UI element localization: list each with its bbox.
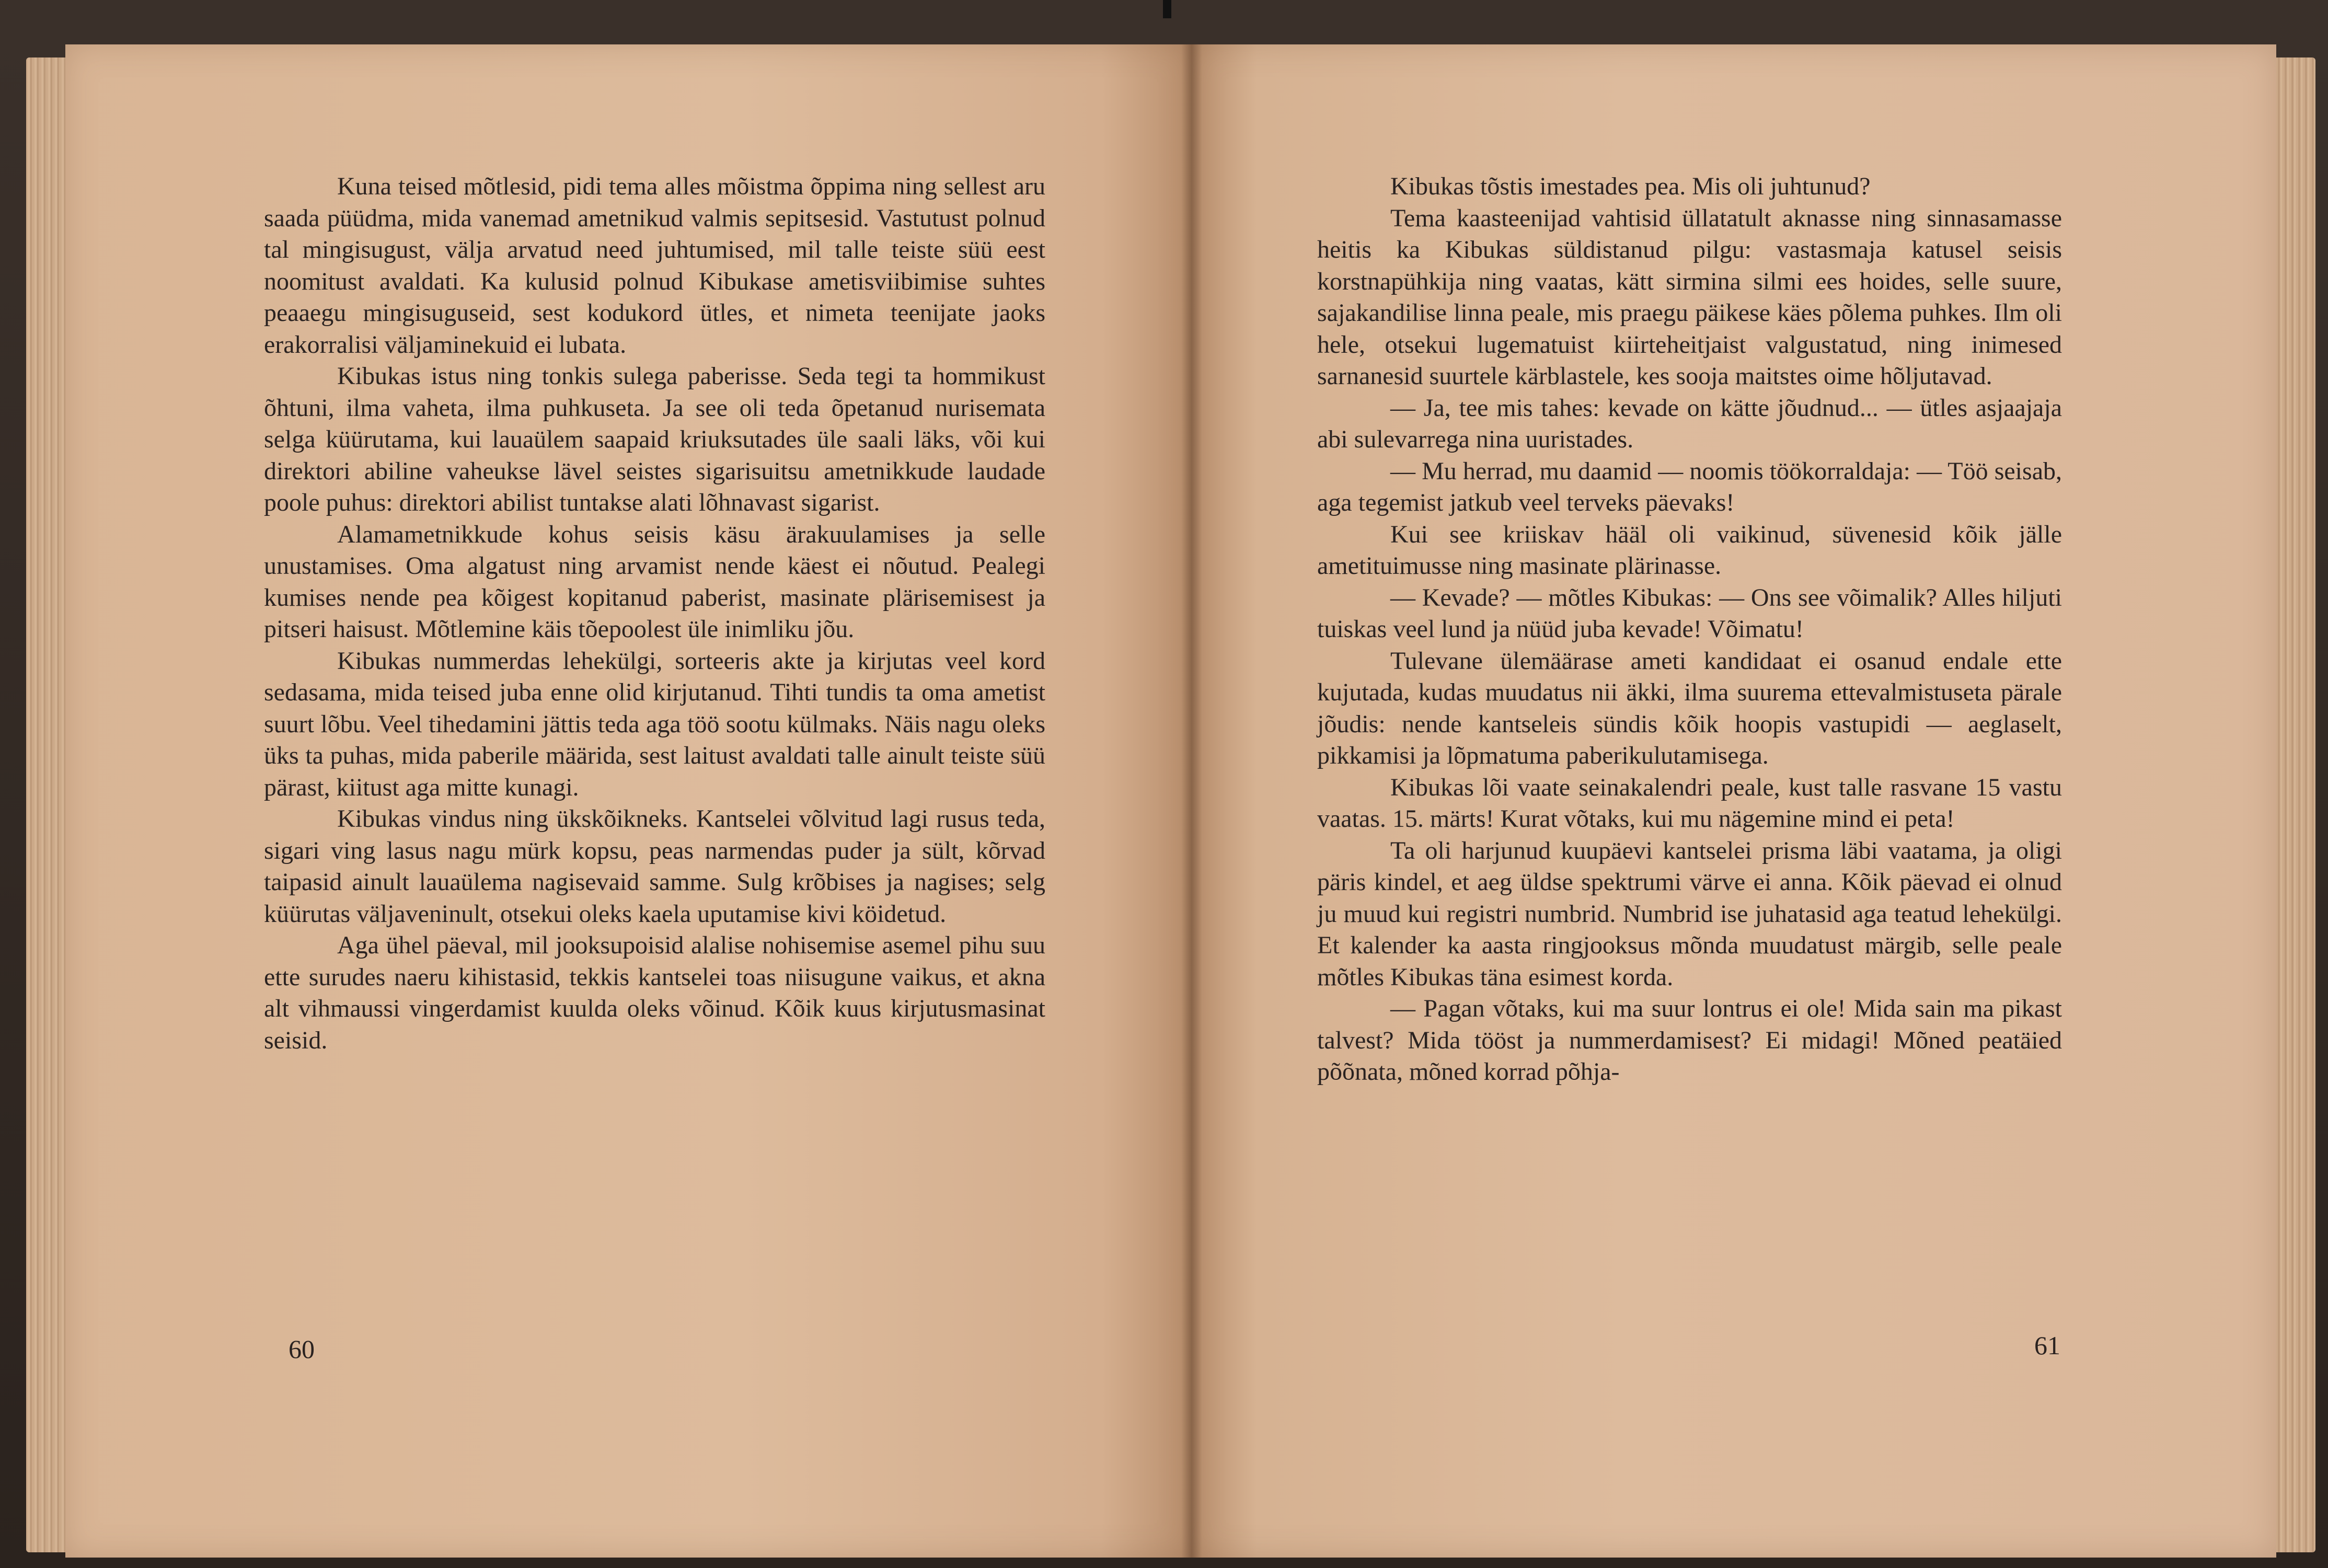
paragraph: Kibukas istus ning tonkis sulega paberisse. Seda tegi ta hommikust õhtuni, ilma vaheta, ilma puhkuseta. Ja see oli teda õpetanud nurisemata selga küürutama, kui lauaülem saapaid kriuksutades üle saali läks, või kui direktori abiline vaheukse lävel seistes sigarisuitsu ametnikkude laudade poole puhus: direktori abilist tuntakse alati lõhnavast sigarist. xyxy=(264,362,1045,516)
spine-shadow xyxy=(1163,0,1171,18)
paragraph: Tulevane ülemäärase ameti kandidaat ei osanud endale ette kujutada, kudas muudatus nii äkki, ilma suurema ettevalmistuseta pärale jõudis: nende kantseleis sündis kõik hoopis vastupidi — aeglaselt, pikkamisi ja lõpmatuma paberikulutamisega. xyxy=(1317,647,2062,769)
paragraph: Aga ühel päeval, mil jooksupoisid alalise nohisemise asemel pihu suu ette surudes naeru kihistasid, tekkis kantselei toas niisugune vaikus, et akna alt vihmaussi vingerdamist kuulda oleks võinud. Kõik kuus kirjutusmasinat seisid. xyxy=(264,931,1045,1054)
paragraph: — Kevade? — mõtles Kibukas: — Ons see võimalik? Alles hiljuti tuiskas veel lund ja nüüd juba kevade! Võimatu! xyxy=(1317,583,2062,643)
paragraph: Kibukas vindus ning ükskõikneks. Kantselei võlvitud lagi rusus teda, sigari ving lasus nagu mürk kopsu, peas narmendas puder ja sült, kõrvad taipasid ainult lauaülema nagisevaid samme. Sulg krõbises ja nagises; selg küürutas väljaveninult, otsekui oleks kaela uputamise kivi köidetud. xyxy=(264,805,1045,928)
left-page-text xyxy=(264,171,1045,1056)
paragraph: Kuna teised mõtlesid, pidi tema alles mõistma õppima ning sellest aru saada püüdma, mida vanemad ametnikud valmis sepitsesid. Vastutust polnud tal mingisugust, välja arvatud need juhtumised, mil talle teiste süü eest noomitust avaldati. Ka kulusid polnud Kibukase ametisviibimise suhtes peaaegu mingisuguseid, sest kodukord ütles, et nimeta teenijate jaoks erakorralisi väljaminekuid ei lubata. xyxy=(264,172,1045,359)
paragraph: Kibukas tõstis imestades pea. Mis oli juhtunud? xyxy=(1390,172,1871,200)
paragraph: Kui see kriiskav hääl oli vaikinud, süvenesid kõik jälle ametituimusse ning masinate plärinasse. xyxy=(1317,520,2062,580)
right-page-text xyxy=(1317,171,2062,1088)
paragraph: — Pagan võtaks, kui ma suur lontrus ei ole! Mida sain ma pikast talvest? Mida tööst ja nummerdamisest? Ei midagi! Mõned peatäied põõnata, mõned korrad põhja- xyxy=(1317,995,2062,1086)
paragraph: Kibukas lõi vaate seinakalendri peale, kust talle rasvane 15 vastu vaatas. 15. märts! Kurat võtaks, kui mu nägemine mind ei peta! xyxy=(1317,773,2062,833)
page-number-right: 61 xyxy=(2034,1331,2060,1360)
paragraph: Tema kaasteenijad vahtisid üllatatult aknasse ning sinnasamasse heitis ka Kibukas süldistanud pilgu: vastasmaja katusel seisis korstnapühkija ning vaatas, kätt sirmina silmi ees hoides, selle suure, sajakandilise linna peale, mis praegu päikese käes põlema puhkes. Ilm oli hele, otsekui lugematuist kiirteheitjaist valgustatud, ning inimesed sarnanesid suurtele kärblastele, kes sooja maitstes oime hõljutavad. xyxy=(1317,204,2062,390)
paragraph: Ta oli harjunud kuupäevi kantselei prisma läbi vaatama, ja oligi päris kindel, et aeg üldse spektrumi värve ei anna. Kõik päevad ei olnud ju muud kui registri numbrid. Numbrid ise juhatasid aga teatud lehekülgi. Et kalender ka aasta ringjooksus mõnda muudatust märgib, selle peale mõtles Kibukas täna esimest korda. xyxy=(1317,836,2062,991)
paragraph: — Mu herrad, mu daamid — noomis töökorraldaja: — Töö seisab, aga tegemist jatkub veel terveks päevaks! xyxy=(1317,457,2062,516)
paragraph: Alamametnikkude kohus seisis käsu ärakuulamises ja selle unustamises. Oma algatust ning arvamist nende käest ei nõutud. Pealegi kumises nende pea kõigest kopitanud paberist, masinate plärisemisest ja pitseri haisust. Mõtlemine käis tõepoolest üle inimliku jõu. xyxy=(264,520,1045,643)
paragraph: Kibukas nummerdas lehekülgi, sorteeris akte ja kirjutas veel kord sedasama, mida teised juba enne olid kirjutanud. Tihti tundis ta oma ametist suurt lõbu. Veel tihedamini jättis teda aga töö sootu külmaks. Näis nagu oleks üks ta puhas, mida paberile määrida, sest laitust avaldati talle ainult teiste süü pärast, kiitust aga mitte kunagi. xyxy=(264,647,1045,801)
paragraph: — Ja, tee mis tahes: kevade on kätte jõudnud... — ütles asjaajaja abi sulevarrega nina uuristades. xyxy=(1317,394,2062,453)
page-number-left: 60 xyxy=(289,1334,315,1364)
book-gutter xyxy=(1181,44,1202,1558)
